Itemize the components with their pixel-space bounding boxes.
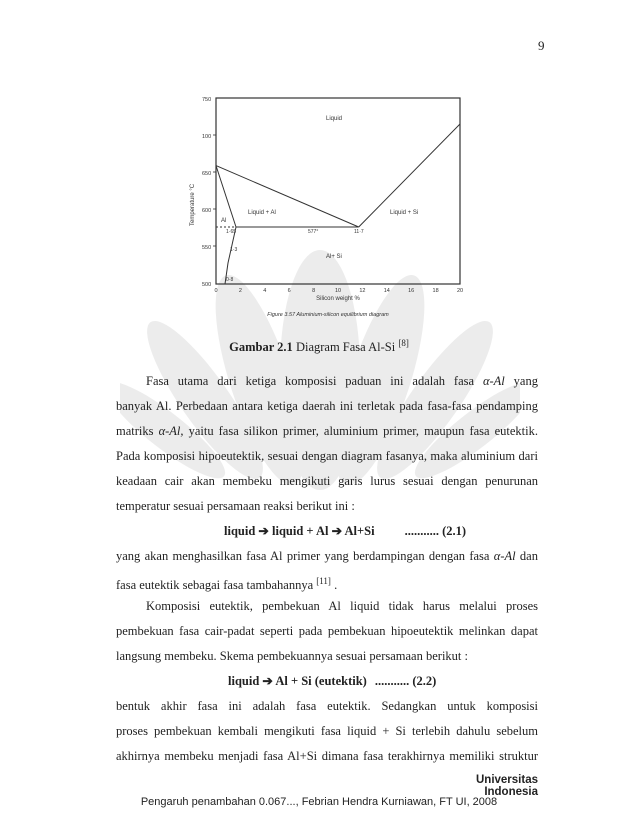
x-axis-label: Silicon weight % [316,296,360,302]
x-tick-2: 2 [238,288,242,294]
y-ticks [202,97,211,288]
x-ticks [214,288,463,294]
equation-2-1: liquid ➔ liquid + Al ➔ Al+Si ........... (2.1) [224,524,467,538]
p2-line1: yang akan menghasilkan fasa Al primer yang berdampingan dengan fasa α-Al dan [116,549,538,563]
caption-ref: [8] [398,338,409,348]
label-al-si: Al+ Si [326,254,342,260]
label-liquid-si: Liquid + Si [390,210,419,216]
x-tick-14: 14 [383,288,390,294]
label-liquid: Liquid [326,116,343,122]
p3-line2: pembekuan fasa cair-padat seperti pada pembekuan hipoeutektik melinkan dapat [116,624,538,638]
p3-line1: Komposisi eutektik, pembekuan Al liquid tidak harus melalui proses [146,599,538,613]
y-tick-700: 100 [202,134,212,140]
equation-number: ........... (2.2) [374,674,437,688]
p1-line1: Fasa utama dari ketiga komposisi paduan ini adalah fasa α-Al yang [146,374,538,388]
label-13: 1·3 [230,247,238,253]
phase-lines [216,124,460,284]
p4-line1: bentuk akhir fasa ini adalah fasa eutektik. Sedangkan untuk komposisi [116,699,538,713]
y-tick-500: 500 [202,282,212,288]
arrow-icon: ➔ [258,524,269,538]
figure-caption [0,338,638,355]
p2-line2: fasa eutektik sebagai fasa tambahannya [11] . [116,576,338,593]
arrow-icon: ➔ [262,674,273,688]
body-text [116,369,538,769]
p1-line5: keadaan cair akan membeku mengikuti garis lurus sesuai dengan penurunan [116,474,538,488]
label-577: 577° [308,229,319,235]
x-tick-16: 16 [408,288,415,294]
footer-university: Universitas Indonesia [475,774,538,798]
arrow-icon: ➔ [331,524,343,538]
x-tick-6: 6 [287,288,291,294]
label-liquid-al: Liquid + Al [248,210,276,216]
x-tick-20: 20 [456,288,464,294]
y-tick-550: 550 [202,245,212,251]
x-tick-8: 8 [312,288,316,294]
al-si-phase-diagram [178,88,478,324]
page-number: 9 [538,38,545,53]
x-tick-12: 12 [359,288,366,294]
x-tick-0: 0 [214,288,218,294]
p1-line4: Pada komposisi hipoeutektik, sesuai dengan diagram fasanya, maka aluminium dari [116,449,538,463]
y-tick-650: 650 [202,171,212,177]
x-tick-18: 18 [432,288,439,294]
figure-inner-caption: Figure 3.57 Aluminium-silicon equilibrium diagram [267,312,389,318]
p3-line3: langsung membeku. Skema pembekuannya sesuai persamaan berikut : [116,649,468,663]
label-117: 11·7 [354,229,364,235]
p4-line2: proses pembekuan kembali mengikuti fasa liquid + Si terlebih dahulu sebelum [116,724,538,738]
citation-ref: [11] [316,576,331,586]
liquidus-al-line [216,166,359,227]
solvus-line [225,227,236,284]
label-08: 0·8 [226,277,234,283]
label-165: 1·65 [226,229,237,235]
phase-diagram-svg [178,88,478,324]
y-tick-600: 600 [202,208,212,214]
y-tick-750: 750 [202,97,212,103]
y-axis-label: Temperature °C [190,183,196,226]
equation-number: ........... (2.1) [404,524,467,538]
p1-line3: matriks α-Al, yaitu fasa silikon primer, aluminium primer, maupun fasa eutektik. [116,424,538,438]
x-tick-4: 4 [263,288,267,294]
p1-line6: temperatur sesuai persamaan reaksi berikut ini : [116,499,355,513]
caption-text: Diagram Fasa Al-Si [292,340,399,355]
x-tick-10: 10 [334,288,342,294]
caption-label: Gambar 2.1 [229,340,293,355]
equation-2-2: liquid ➔ Al + Si (eutektik) ........... (2.2) [228,674,437,688]
label-al: Al [221,218,227,224]
p4-line3: akhirnya membeku menjadi fasa Al+Si dimana fasa terakhirnya memiliki struktur [116,749,538,763]
footer-citation: Pengaruh penambahan 0.067..., Febrian Hendra Kurniawan, FT UI, 2008 [140,796,498,808]
p1-line2: banyak Al. Perbedaan antara ketiga daerah ini terletak pada fasa-fasa pendamping [116,399,538,413]
